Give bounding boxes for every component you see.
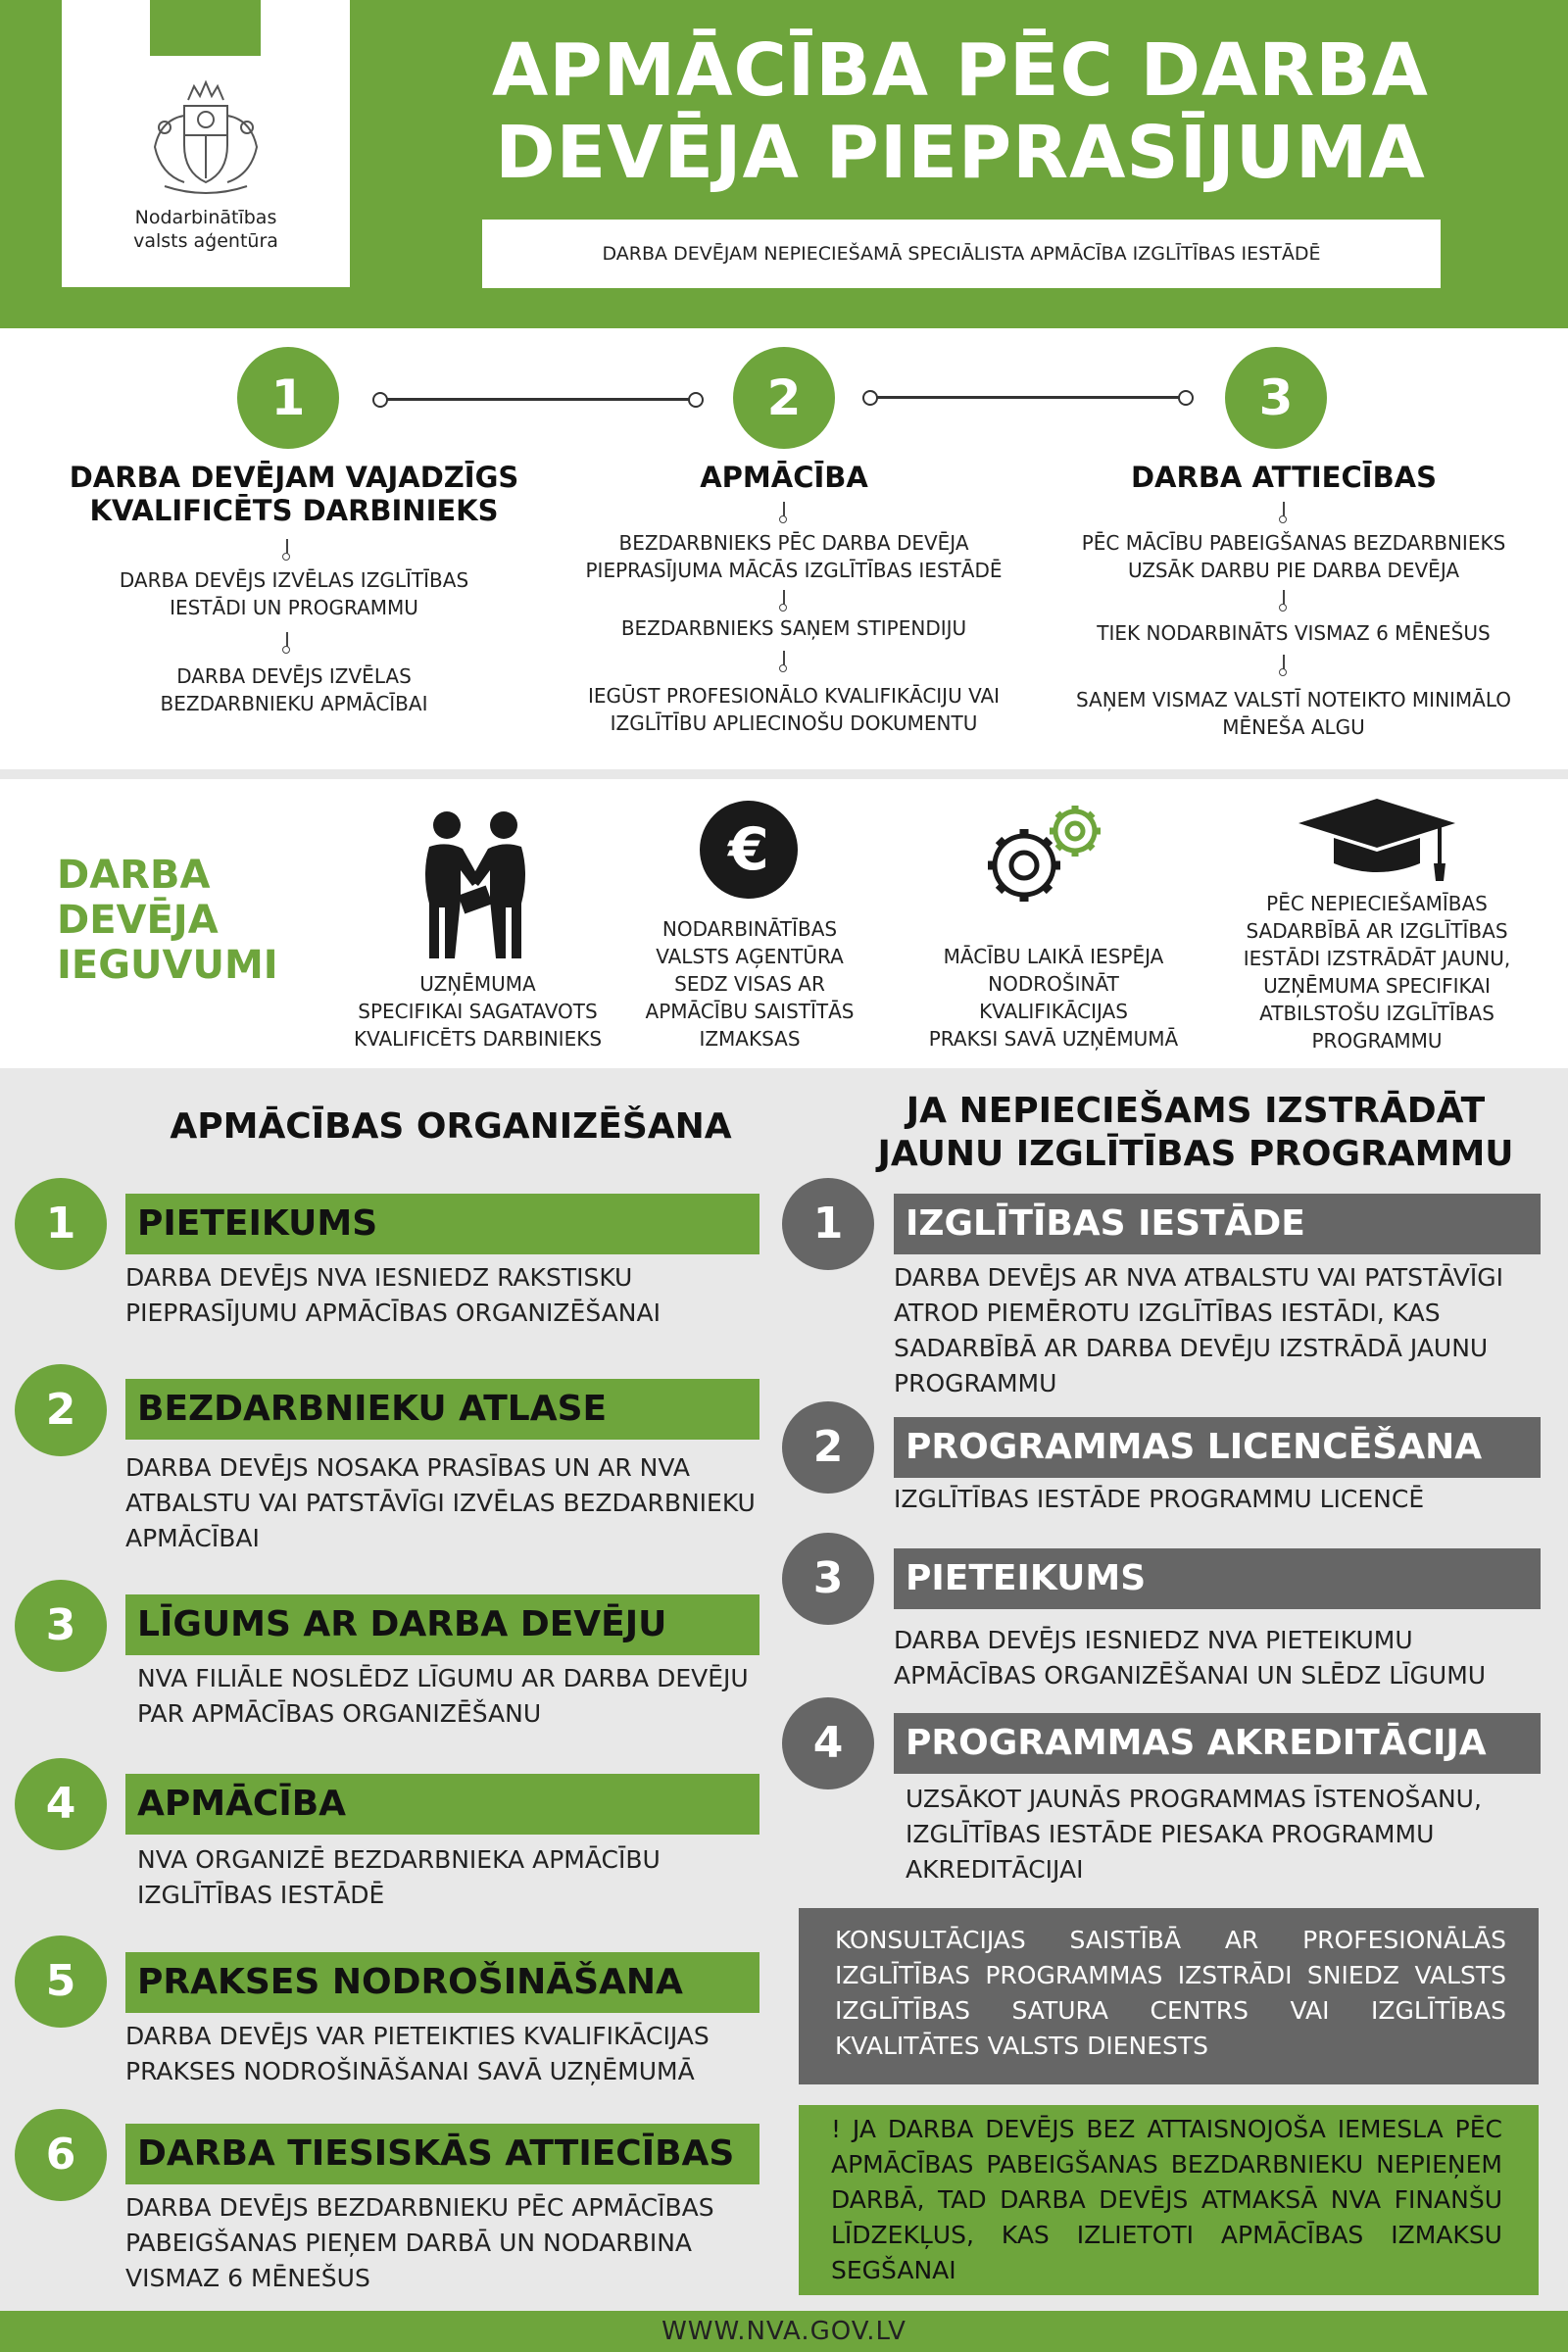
tick-dot (282, 553, 290, 561)
text-line: DARBA DEVĒJS VAR PIETEIKTIES KVALIFIKĀCIJAS (125, 2022, 710, 2050)
text-line: IEGUVUMI (57, 943, 278, 988)
subtitle: DARBA DEVĒJAM NEPIECIEŠAMĀ SPECIĀLISTA APMĀCĪBA IZGLĪTĪBAS IESTĀDĒ (602, 243, 1321, 265)
text-line: PIEPRASĪJUMA MĀCĀS IZGLĪTĪBAS IESTĀDĒ (585, 559, 1003, 582)
org-step-text (125, 2019, 772, 2089)
text-line: VALSTS AĢENTŪRA (656, 945, 844, 968)
program-step-title: PIETEIKUMS (894, 1548, 1541, 1609)
text-line: UZŅĒMUMA SPECIFIKAI (1263, 974, 1491, 998)
step-1-item-1 (59, 566, 529, 621)
org-step-title: BEZDARBNIEKU ATLASE (125, 1379, 760, 1440)
connector-dot (862, 390, 878, 406)
coat-of-arms-icon (145, 76, 267, 202)
benefits-title (57, 853, 278, 988)
org-step-number: 6 (15, 2109, 107, 2201)
program-step-number: 3 (782, 1533, 874, 1625)
step-2-item-1 (529, 529, 1058, 584)
warning-text: ! JA DARBA DEVĒJS BEZ ATTAISNOJOŠA IEMESLA PĒC APMĀCĪBAS PABEIGŠANAS BEZDARBNIEKU NEPIEŅEM DARBĀ, TAD DARBA DEVĒJS ATMAKSĀ NVA FINANŠU LĪDZEKĻUS, KAS IZLIETOTI APMĀCĪBAS IZMAKSU SEGŠANAI (831, 2115, 1502, 2284)
text-line: JA NEPIECIEŠAMS IZSTRĀDĀT (906, 1091, 1486, 1131)
benefit-3-text (911, 943, 1196, 1053)
text-line: UZŅĒMUMA (419, 972, 536, 996)
text-line: DARBA DEVĒJS NOSAKA PRASĪBAS UN AR NVA (125, 1453, 690, 1482)
text-line: SADARBĪBĀ AR IZGLĪTĪBAS (1246, 919, 1508, 943)
step-2-item-2: BEZDARBNIEKS SAŅEM STIPENDIJU (620, 616, 967, 640)
text-line: SADARBĪBĀ AR DARBA DEVĒJU IZSTRĀDĀ JAUNU (894, 1334, 1489, 1362)
text-line: IZGLĪTĪBAS IESTĀDE PIESAKA PROGRAMMU (906, 1820, 1435, 1848)
step-number-2: 2 (733, 347, 835, 449)
org-step-text (137, 1661, 784, 1732)
program-step-title: IZGLĪTĪBAS IESTĀDE (894, 1194, 1541, 1254)
text-line: PRAKSES NODROŠINĀŠANAI SAVĀ UZŅĒMUMĀ (125, 2057, 695, 2085)
text-line: KVALIFICĒTS DARBINIEKS (353, 1027, 603, 1051)
program-step-text: IZGLĪTĪBAS IESTĀDE PROGRAMMU LICENCĒ (894, 1485, 1425, 1513)
step-3-item-3 (1039, 686, 1548, 741)
page-title-line2: DEVĒJA PIEPRASĪJUMA (495, 111, 1426, 195)
consultation-text: KONSULTĀCIJAS SAISTĪBĀ AR PROFESIONĀLĀS IZGLĪTĪBAS PROGRAMMAS IZSTRĀDI SNIEDZ VALSTS IZGLĪTĪBAS SATURA CENTRS VAI IZGLĪTĪBAS KVALITĀTES VALSTS DIENESTS (835, 1926, 1506, 2060)
text-line: IEGŪST PROFESIONĀLO KVALIFIKĀCIJU VAI (587, 684, 1001, 708)
text-line: PROGRAMMU (1311, 1029, 1443, 1053)
program-step-number: 4 (782, 1697, 874, 1789)
step-connector (382, 398, 696, 401)
step-3-title: DARBA ATTIECĪBAS (1130, 461, 1438, 494)
step-3-item-2: TIEK NODARBINĀTS VISMAZ 6 MĒNEŠUS (1097, 621, 1491, 645)
section-divider (0, 769, 1568, 779)
text-line: PROGRAMMU (894, 1369, 1057, 1397)
org-step-number: 4 (15, 1758, 107, 1850)
tick-dot (779, 664, 787, 672)
step-2-item-3 (529, 682, 1058, 737)
text-line: SEDZ VISAS AR (674, 972, 825, 996)
step-connector (872, 396, 1186, 399)
org-step-number: 2 (15, 1364, 107, 1456)
benefit-1-text (343, 970, 612, 1053)
new-program-title (853, 1090, 1539, 1176)
agency-name-line1: Nodarbinātības (134, 207, 277, 228)
tick-dot (1279, 515, 1287, 523)
euro-icon (700, 801, 798, 899)
org-step-number: 5 (15, 1936, 107, 2028)
org-step-number: 1 (15, 1178, 107, 1270)
text-line: IZGLĪTĪBAS IESTĀDĒ (137, 1881, 385, 1909)
text-line: IESTĀDI IZSTRĀDĀT JAUNU, (1243, 947, 1511, 970)
text-line: BEZDARBNIEKU APMĀCĪBAI (160, 692, 428, 715)
org-step-text (125, 1450, 782, 1556)
connector-dot (372, 392, 388, 408)
org-step-title: DARBA TIESISKĀS ATTIECĪBAS (125, 2124, 760, 2184)
tick-dot (282, 646, 290, 654)
text-line: APMĀCĪBAI (125, 1524, 260, 1552)
text-line: PAR APMĀCĪBAS ORGANIZĒŠANU (137, 1699, 542, 1728)
text-line: DARBA DEVĒJS NVA IESNIEDZ RAKSTISKU (125, 1263, 633, 1292)
program-step-text (894, 1260, 1550, 1401)
connector-dot (688, 392, 704, 408)
org-step-title: LĪGUMS AR DARBA DEVĒJU (125, 1594, 760, 1655)
org-step-text (137, 1842, 764, 1913)
text-line: IZMAKSAS (699, 1027, 801, 1051)
text-line: DARBA DEVĒJS AR NVA ATBALSTU VAI PATSTĀVĪGI (894, 1263, 1503, 1292)
text-line: SPECIFIKAI SAGATAVOTS (358, 1000, 598, 1023)
text-line: MĀCĪBU LAIKĀ IESPĒJA (943, 945, 1164, 968)
website-link[interactable]: WWW.NVA.GOV.LV (662, 2317, 906, 2346)
text-line: PĒC NEPIECIEŠAMĪBAS (1266, 892, 1488, 915)
organization-title: APMĀCĪBAS ORGANIZĒŠANA (170, 1106, 732, 1147)
logo-notch (150, 0, 261, 56)
program-step-title: PROGRAMMAS LICENCĒŠANA (894, 1417, 1541, 1478)
text-line: DARBA DEVĒJS IZVĒLAS IZGLĪTĪBAS (119, 568, 469, 592)
step-3-item-1 (1039, 529, 1548, 584)
text-line: IZGLĪTĪBU APLIECINOŠU DOKUMENTU (610, 711, 978, 735)
text-line: BEZDARBNIEKS PĒC DARBA DEVĒJA (618, 531, 969, 555)
step-1-title (39, 461, 549, 527)
text-line: NVA ORGANIZĒ BEZDARBNIEKA APMĀCĪBU (137, 1845, 661, 1874)
text-line: NODARBINĀTĪBAS (662, 917, 838, 941)
text-line: JAUNU IZGLĪTĪBAS PROGRAMMU (877, 1134, 1514, 1174)
tick-dot (779, 604, 787, 612)
gears-icon (975, 802, 1112, 914)
text-line: AKREDITĀCIJAI (906, 1855, 1084, 1884)
text-line: DEVĒJA (57, 898, 219, 943)
org-step-title: APMĀCĪBA (125, 1774, 760, 1835)
agency-name (62, 206, 350, 253)
text-line: KVALIFIKĀCIJAS (979, 1000, 1128, 1023)
text-line: VISMAZ 6 MĒNEŠUS (125, 2264, 370, 2292)
program-step-text (906, 1782, 1552, 1887)
benefit-2-text (627, 915, 872, 1053)
program-step-text (894, 1623, 1550, 1693)
page-title-line1: APMĀCĪBA PĒC DARBA (492, 28, 1429, 113)
step-number-3: 3 (1225, 347, 1327, 449)
step-2-title: APMĀCĪBA (700, 461, 868, 494)
benefit-4-text (1235, 890, 1519, 1054)
text-line: SAŅEM VISMAZ VALSTĪ NOTEIKTO MINIMĀLO (1075, 688, 1512, 711)
text-line: ATBALSTU VAI PATSTĀVĪGI IZVĒLAS BEZDARBNIEKU (125, 1489, 756, 1517)
text-line: DARBA DEVĒJS IESNIEDZ NVA PIETEIKUMU (894, 1626, 1413, 1654)
text-line: NVA FILIĀLE NOSLĒDZ LĪGUMU AR DARBA DEVĒJU (137, 1664, 749, 1692)
tick-dot (1279, 668, 1287, 676)
org-step-text (125, 2190, 772, 2296)
org-step-number: 3 (15, 1580, 107, 1672)
text-line: UZSĀKOT JAUNĀS PROGRAMMAS ĪSTENOŠANU, (906, 1785, 1482, 1813)
text-line: PIEPRASĪJUMU APMĀCĪBAS ORGANIZĒŠANAI (125, 1298, 661, 1327)
step-1-title-line1: DARBA DEVĒJAM VAJADZĪGS (69, 461, 519, 494)
page-title (372, 29, 1548, 194)
program-step-title: PROGRAMMAS AKREDITĀCIJA (894, 1713, 1541, 1774)
tick-dot (779, 515, 787, 523)
text-line: PRAKSI SAVĀ UZŅĒMUMĀ (928, 1027, 1179, 1051)
agency-name-line2: valsts aģentūra (133, 230, 278, 252)
org-step-title: PRAKSES NODROŠINĀŠANA (125, 1952, 760, 2013)
program-step-number: 1 (782, 1178, 874, 1270)
text-line: APMĀCĪBAS ORGANIZĒŠANAI UN SLĒDZ LĪGUMU (894, 1661, 1487, 1690)
org-step-text (125, 1260, 772, 1331)
org-step-title: PIETEIKUMS (125, 1194, 760, 1254)
text-line: DARBA (57, 853, 211, 898)
text-line: ATROD PIEMĒROTU IZGLĪTĪBAS IESTĀDI, KAS (894, 1298, 1441, 1327)
text-line: PABEIGŠANAS PIEŅEM DARBĀ UN NODARBINA (125, 2229, 693, 2257)
text-line: MĒNEŠA ALGU (1222, 715, 1365, 739)
handshake-icon (412, 806, 539, 962)
text-line: APMĀCĪBU SAISTĪTĀS (645, 1000, 855, 1023)
step-1-title-line2: KVALIFICĒTS DARBINIEKS (89, 494, 499, 527)
svg-text:€: € (728, 815, 769, 884)
connector-dot (1178, 390, 1194, 406)
graduation-cap-icon (1298, 799, 1455, 882)
text-line: IESTĀDI UN PROGRAMMU (170, 596, 418, 619)
text-line: UZSĀK DARBU PIE DARBA DEVĒJA (1127, 559, 1460, 582)
program-step-number: 2 (782, 1401, 874, 1494)
text-line: ATBILSTOŠU IZGLĪTĪBAS (1259, 1002, 1494, 1025)
step-1-item-2 (59, 662, 529, 717)
step-number-1: 1 (237, 347, 339, 449)
text-line: DARBA DEVĒJS BEZDARBNIEKU PĒC APMĀCĪBAS (125, 2193, 714, 2222)
text-line: NODROŠINĀT (988, 972, 1119, 996)
text-line: DARBA DEVĒJS IZVĒLAS (176, 664, 412, 688)
tick-dot (1279, 604, 1287, 612)
text-line: PĒC MĀCĪBU PABEIGŠANAS BEZDARBNIEKS (1081, 531, 1506, 555)
